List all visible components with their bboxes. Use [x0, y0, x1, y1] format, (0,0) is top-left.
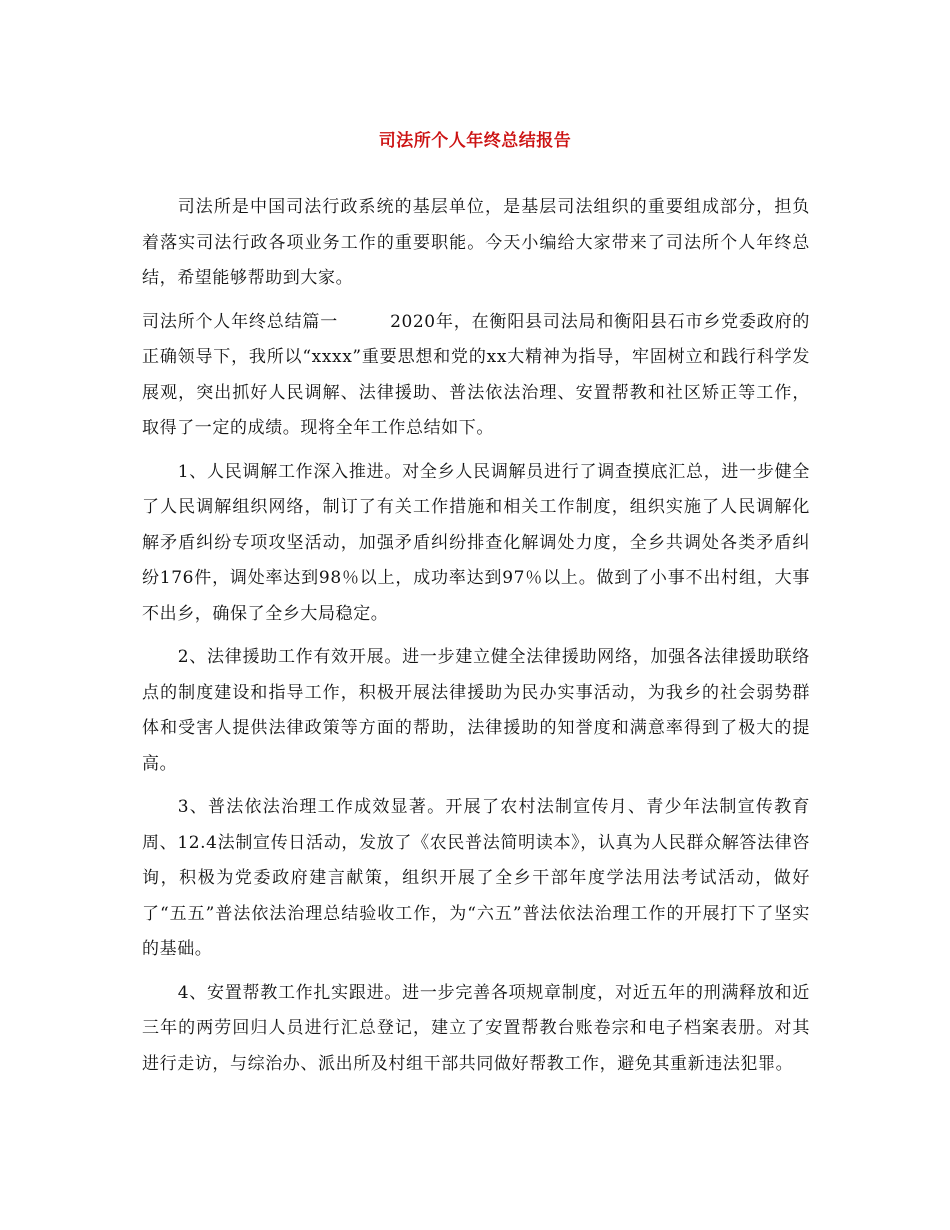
- item-paragraph-4: 4、安置帮教工作扎实跟进。进一步完善各项规章制度，对近五年的刑满释放和近三年的两劳回归人员进行汇总登记，建立了安置帮教台账卷宗和电子档案表册。对其进行走访，与综治办、派出所及村组干部共同做好帮教工作，避免其重新违法犯罪。: [142, 982, 810, 1074]
- item-paragraph-1: 1、人民调解工作深入推进。对全乡人民调解员进行了调查摸底汇总，进一步健全了人民调解组织网络，制订了有关工作措施和相关工作制度，组织实施了人民调解化解矛盾纠纷专项攻坚活动，加强矛盾纠纷排查化解调处力度，全乡共调处各类矛盾纠纷176件，调处率达到98％以上，成功率达到97％以上。做到了小事不出村组，大事不出乡，确保了全乡大局稳定。: [142, 461, 810, 624]
- intro-block: [142, 190, 810, 1090]
- section-heading: 司法所个人年终总结篇一: [142, 311, 339, 332]
- section-lead-paragraph: [142, 305, 810, 447]
- item-paragraph-3: 3、普法依法治理工作成效显著。开展了农村法制宣传月、青少年法制宣传教育周、12.4法制宣传日活动，发放了《农民普法简明读本》，认真为人民群众解答法律咨询，积极为党委政府建言献策，组织开展了全乡干部年度学法用法考试活动，做好了“五五”普法依法治理总结验收工作，为“六五”普法依法治理工作的开展打下了坚实的基础。: [142, 797, 810, 959]
- document-title: 司法所个人年终总结报告: [378, 131, 572, 151]
- item-paragraph-2: 2、法律援助工作有效开展。进一步建立健全法律援助网络，加强各法律援助联络点的制度建设和指导工作，积极开展法律援助为民办实事活动，为我乡的社会弱势群体和受害人提供法律政策等方面的帮助，法律援助的知誉度和满意率得到了极大的提高。: [142, 647, 810, 774]
- section-lead-text: 2020年，在衡阳县司法局和衡阳县石市乡党委政府的正确领导下，我所以“xxxx”重要思想和党的xx大精神为指导，牢固树立和践行科学发展观，突出抓好人民调解、法律援助、普法依法治理、安置帮教和社区矫正等工作，取得了一定的成绩。现将全年工作总结如下。: [142, 311, 811, 438]
- intro-paragraph: 司法所是中国司法行政系统的基层单位，是基层司法组织的重要组成部分，担负着落实司法行政各项业务工作的重要职能。今天小编给大家带来了司法所个人年终总结，希望能够帮助到大家。: [142, 197, 810, 288]
